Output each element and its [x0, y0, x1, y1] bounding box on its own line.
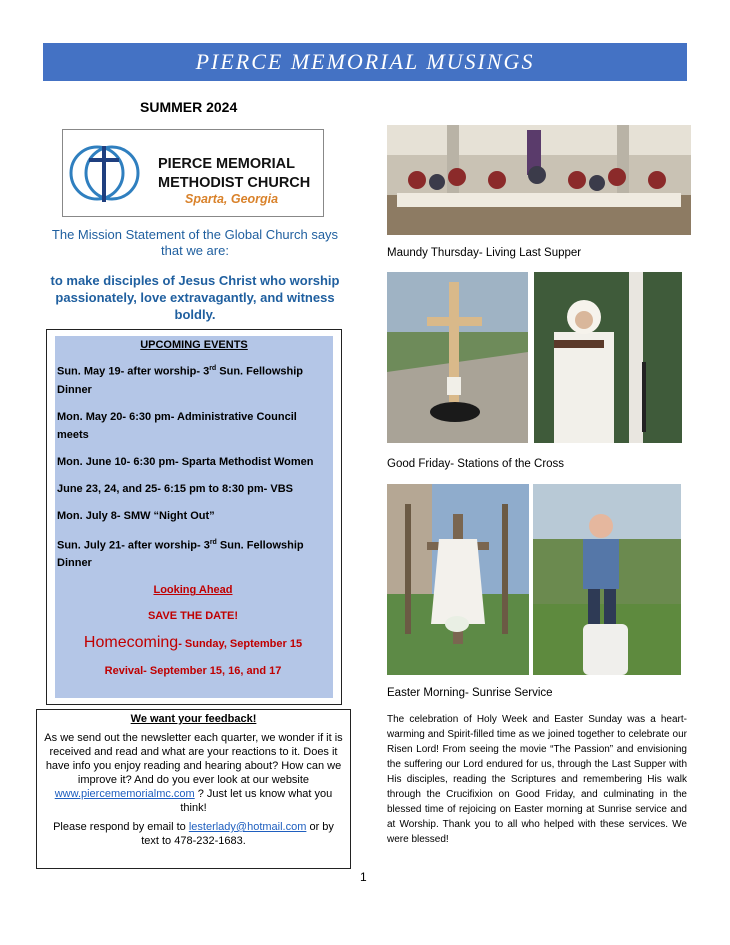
last-supper-photo [387, 125, 691, 235]
event-item: Sun. May 19- after worship- 3rd Sun. Fellowship Dinner [57, 365, 303, 396]
website-link[interactable]: www.piercememorialmc.com [54, 788, 195, 800]
save-the-date-label: SAVE THE DATE! [147, 610, 239, 623]
event-item: Mon. June 10- 6:30 pm- Sparta Methodist Women [57, 455, 314, 468]
logo-place: Sparta, Georgia [185, 192, 279, 206]
caption-easter-morning: Easter Morning- Sunrise Service [387, 687, 553, 699]
page-number: 1 [360, 870, 367, 884]
feedback-box [36, 709, 351, 869]
sunrise-speaker-photo [533, 484, 681, 675]
issue-title: SUMMER 2024 [140, 99, 238, 115]
event-item: Sun. July 21- after worship- 3rd Sun. Fellowship Dinner [57, 538, 304, 570]
draped-cross-photo [387, 484, 529, 675]
email-link[interactable]: lesterlady@hotmail.com [188, 821, 307, 833]
event-item: Mon. July 8- SMW “Night Out” [57, 509, 215, 522]
revival-line: Revival- September 15, 16, and 17 [104, 665, 282, 678]
caption-good-friday: Good Friday- Stations of the Cross [387, 458, 565, 470]
logo-text: PIERCE MEMORIAL METHODIST CHURCH [158, 156, 311, 191]
holy-week-article: The celebration of Holy Week and Easter Sunday was a heart-warming and Spirit-filled time as we joined together to celebrate our Risen Lord! From seeing the movie “The Passion” and envisioning the suffering our Lord endured for us, through the Last Supper with His disciples, reading the Scriptures and remembering His walk through the Crucifixion on Good Friday, and culminating in the blessed time of rejoicing on Easter morning at Sunrise service and at Worship. Thank you to all who helped with these services. We were blessed! [387, 714, 687, 845]
upcoming-events-box [46, 329, 342, 705]
homecoming-line: Homecoming- Sunday, September 15 [83, 634, 303, 652]
cross-circles-icon [67, 136, 153, 210]
feedback-contact: Please respond by email to lesterlady@hotmail.com or by text to 478-232-1683. [53, 821, 334, 847]
feedback-paragraph: As we send out the newsletter each quarter, we wonder if it is received and read and what are your reactions to it. Does it have info you enjoy reading and hearing about? How can we improve it? And do you ever look at our website www.piercememorialmc.com ? Just let us know what you think! [44, 732, 343, 814]
feedback-heading: We want your feedback! [130, 713, 257, 725]
cross-photo [387, 272, 528, 443]
mission-statement: to make disciples of Jesus Christ who worship passionately, love extravagantly, and witness boldly. [50, 273, 340, 322]
caption-maundy-thursday: Maundy Thursday- Living Last Supper [387, 247, 582, 259]
event-item: June 23, 24, and 25- 6:15 pm to 8:30 pm- VBS [57, 482, 293, 495]
events-heading: UPCOMING EVENTS [140, 339, 248, 351]
stations-figure-photo [534, 272, 682, 443]
church-logo [62, 129, 324, 217]
looking-ahead-label: Looking Ahead [153, 584, 233, 597]
event-item: Mon. May 20- 6:30 pm- Administrative Council meets [57, 410, 297, 441]
newsletter-banner: PIERCE MEMORIAL MUSINGS [43, 43, 687, 81]
mission-intro: The Mission Statement of the Global Church says that we are: [51, 227, 339, 258]
